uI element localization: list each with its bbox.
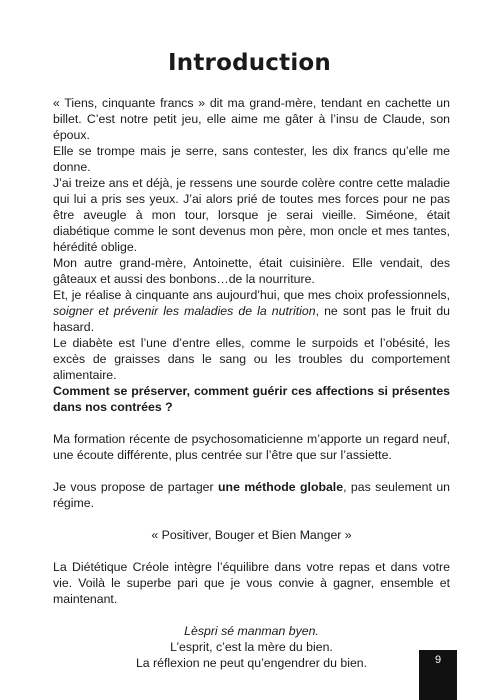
- paragraph-ten-francs: Elle se trompe mais je serre, sans contester, les dix francs qu’elle me donne.: [53, 144, 450, 174]
- page-number-tab: [419, 650, 457, 700]
- proverb-translation-line-2: La réflexion ne peut qu’engendrer du bien.: [135, 656, 368, 670]
- body-text: [53, 95, 450, 671]
- paragraph-thirteen-years: J’ai treize ans et déjà, je ressens une sourde colère contre cette maladie qui lui a pris ses yeux. J’ai alors prié de toutes mes forces pour ne pas être aveugle à mon tour, lorsque je serai vieille. Siméone, était diabétique comme le sont devenus mon père, mon oncle et mes tantes, hérédité oblige.: [53, 176, 450, 254]
- paragraph-question: Comment se préserver, comment guérir ces affections si présentes dans nos contrées ?: [53, 384, 450, 414]
- paragraph-diabetes: Le diabète est l’une d’entre elles, comme le surpoids et l’obésité, les excès de graisses dans le sang ou les troubles du comportement alimentaire.: [53, 336, 450, 382]
- method-bold-text: une méthode globale: [218, 480, 344, 494]
- paragraph-method: [53, 479, 450, 511]
- spacer: [53, 607, 450, 623]
- spacer: [53, 463, 450, 479]
- page-number: 9: [434, 654, 442, 666]
- paragraph-training: Ma formation récente de psychosomaticienne m’apporte un regard neuf, une écoute différente, plus centrée sur l’être que sur l’assiette.: [53, 432, 450, 462]
- proverb-creole: Lèspri sé manman byen.: [184, 624, 319, 638]
- motto: « Positiver, Bouger et Bien Manger »: [151, 528, 352, 542]
- page-title: Introduction: [168, 50, 331, 76]
- spacer: [53, 415, 450, 431]
- choices-text-start: Et, je réalise à cinquante ans aujourd’hui, que mes choix professionnels,: [53, 288, 450, 302]
- paragraph-creole-dietetics: La Diététique Créole intègre l’équilibre dans votre repas et dans votre vie. Voilà le superbe pari que je vous convie à gagner, ensemble et maintenant.: [53, 560, 450, 606]
- spacer: [53, 543, 450, 559]
- method-text-start: Je vous propose de partager: [53, 480, 219, 494]
- proverb-translation-line-1: L’esprit, c’est la mère du bien.: [170, 640, 333, 654]
- choices-italic-text: soigner et prévenir les maladies de la nutrition: [53, 304, 316, 318]
- choices-text-end: , ne sont pas le fruit du hasard.: [53, 304, 450, 334]
- paragraph-fifty-francs: « Tiens, cinquante francs » dit ma grand-mère, tendant en cachette un billet. C’est notre petit jeu, elle aime me gâter à l’insu de Claude, son époux.: [53, 96, 450, 142]
- method-text-end: , pas seulement un régime.: [53, 480, 451, 510]
- paragraph-antoinette: Mon autre grand-mère, Antoinette, était cuisinière. Elle vendait, des gâteaux et aussi des bonbons…de la nourriture.: [53, 256, 450, 286]
- spacer: [53, 511, 450, 527]
- paragraph-choices: [53, 287, 450, 335]
